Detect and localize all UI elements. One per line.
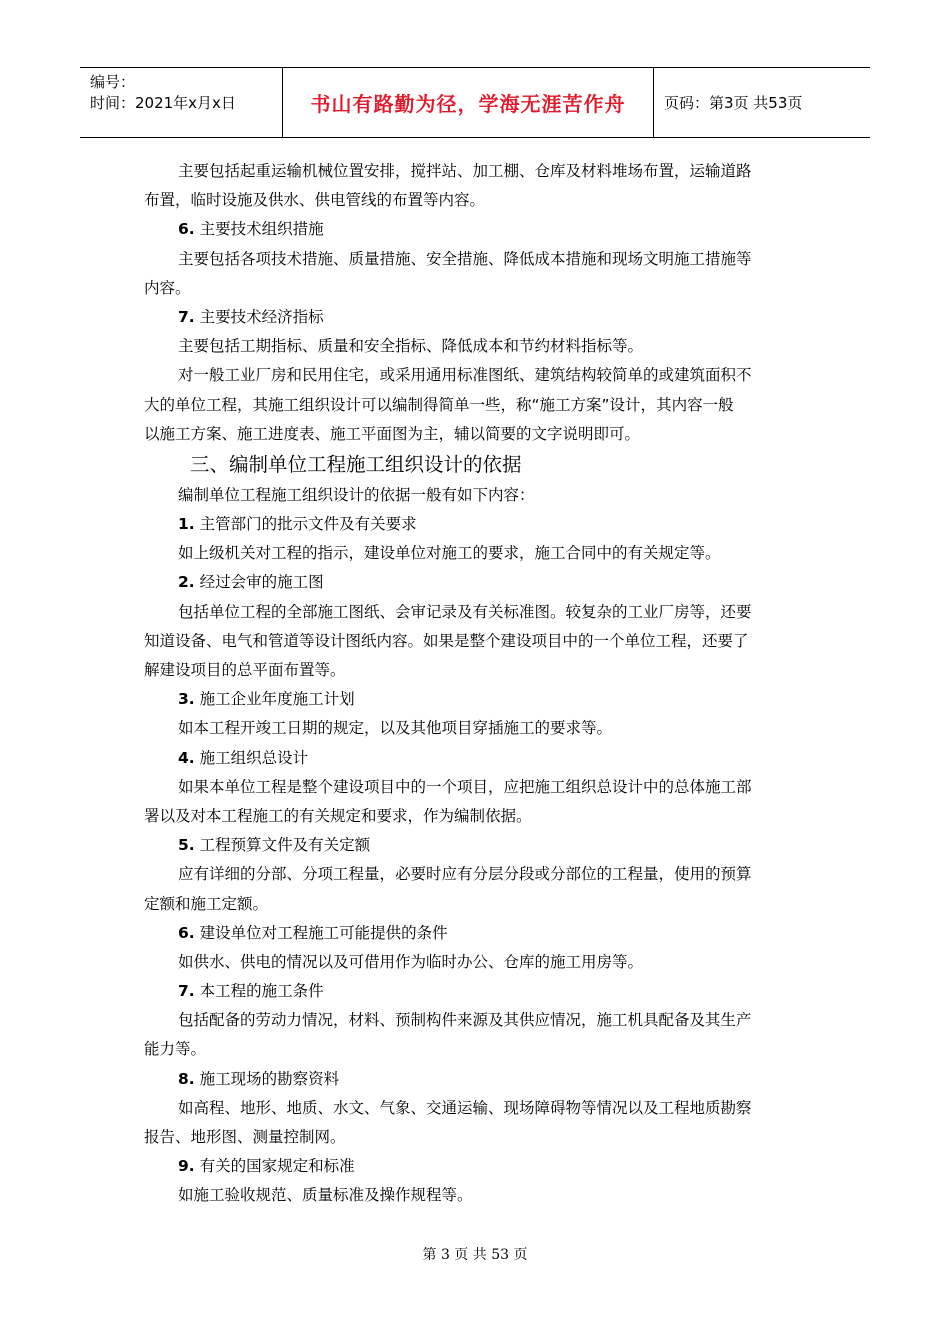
paragraph-line: 布置，临时设施及供水、供电管线的布置等内容。 [144, 191, 486, 210]
paragraph-line: 能力等。 [144, 1040, 207, 1059]
paragraph-line: 如本工程开竣工日期的规定，以及其他项目穿插施工的要求等。 [178, 719, 613, 738]
paragraph-line: 主要包括起重运输机械位置安排，搅拌站、加工棚、仓库及材料堆场布置，运输道路 [178, 162, 752, 180]
subheading: 2. 经过会审的施工图 [178, 573, 324, 592]
paragraph-line: 如高程、地形、地质、水文、气象、交通运输、现场障碍物等情况以及工程地质勘察 [178, 1098, 752, 1117]
header-motto: 书山有路勤为径，学海无涯苦作舟 [282, 68, 654, 137]
paragraph-line: 以施工方案、施工进度表、施工平面图为主，辅以简要的文字说明即可。 [144, 424, 641, 443]
paragraph-line: 包括单位工程的全部施工图纸、会审记录及有关标准图。较复杂的工业厂房等，还要 [178, 602, 752, 621]
header-meta [80, 68, 282, 137]
paragraph-line: 内容。 [144, 278, 191, 297]
paragraph-line: 报告、地形图、测量控制网。 [144, 1128, 346, 1146]
subheading: 7. 本工程的施工条件 [178, 982, 324, 1001]
page-header [80, 67, 870, 138]
paragraph-line: 知道设备、电气和管道等设计图纸内容。如果是整个建设项目中的一个单位工程，还要了 [144, 631, 749, 650]
subheading: 1. 主管部门的批示文件及有关要求 [178, 515, 417, 534]
subheading: 4. 施工组织总设计 [178, 748, 309, 767]
subheading: 6. 主要技术组织措施 [178, 220, 324, 239]
paragraph-line: 署以及对本工程施工的有关规定和要求，作为编制依据。 [144, 806, 532, 825]
paragraph-line: 包括配备的劳动力情况，材料、预制构件来源及其供应情况，施工机具配备及其生产 [178, 1011, 752, 1030]
document-date: 时间：2021年x月x日 [90, 94, 236, 112]
subheading: 3. 施工企业年度施工计划 [178, 690, 355, 709]
subheading: 8. 施工现场的勘察资料 [178, 1069, 340, 1088]
paragraph-line: 如供水、供电的情况以及可借用作为临时办公、仓库的施工用房等。 [178, 952, 644, 971]
subheading: 5. 工程预算文件及有关定额 [178, 836, 371, 855]
document-body [144, 157, 804, 1211]
subheading: 6. 建设单位对工程施工可能提供的条件 [178, 923, 448, 942]
paragraph-line: 解建设项目的总平面布置等。 [144, 661, 346, 679]
subheading: 9. 有关的国家规定和标准 [178, 1157, 355, 1176]
subheading: 7. 主要技术经济指标 [178, 307, 324, 326]
document-number-label: 编号： [90, 73, 136, 91]
paragraph-line: 如施工验收规范、质量标准及操作规程等。 [178, 1186, 473, 1205]
paragraph-line: 对一般工业厂房和民用住宅，或采用通用标准图纸、建筑结构较简单的或建筑面积不 [178, 366, 752, 385]
paragraph-line: 应有详细的分部、分项工程量，必要时应有分层分段或分部位的工程量，使用的预算 [178, 865, 752, 884]
page-footer: 第 3 页 共 53 页 [422, 1247, 528, 1263]
paragraph-line: 大的单位工程，其施工组织设计可以编制得简单一些，称“施工方案”设计，其内容一般 [144, 395, 734, 414]
paragraph-line: 编制单位工程施工组织设计的依据一般有如下内容： [178, 485, 535, 504]
section-heading: 三、编制单位工程施工组织设计的依据 [190, 452, 522, 476]
paragraph-line: 定额和施工定额。 [144, 894, 269, 913]
header-page-info: 页码：第3页 共53页 [664, 94, 803, 112]
paragraph-line: 如果本单位工程是整个建设项目中的一个项目，应把施工组织总设计中的总体施工部 [178, 777, 752, 796]
paragraph-line: 如上级机关对工程的指示，建设单位对施工的要求，施工合同中的有关规定等。 [178, 544, 721, 563]
paragraph-line: 主要包括工期指标、质量和安全指标、降低成本和节约材料指标等。 [178, 337, 644, 356]
paragraph-line: 主要包括各项技术措施、质量措施、安全措施、降低成本措施和现场文明施工措施等 [178, 249, 752, 268]
